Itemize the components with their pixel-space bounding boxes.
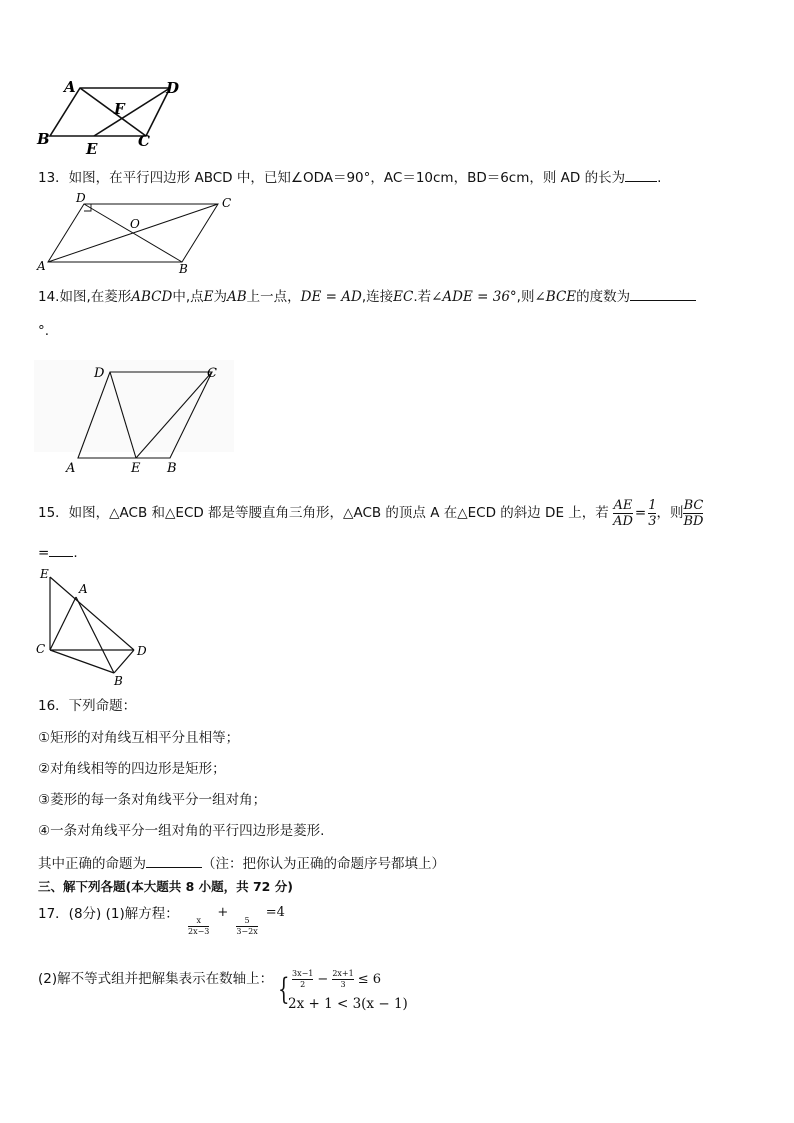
q14-angle: ∠ADE = 36° <box>431 289 517 305</box>
label-E: E <box>40 567 49 581</box>
frac-den: 2 <box>300 980 306 989</box>
label-D: D <box>166 79 180 97</box>
q14-mid3: 上一点， <box>246 289 301 305</box>
q16-item-2: ②对角线相等的四边形是矩形； <box>38 761 226 777</box>
frac-num: 5 <box>244 916 250 925</box>
label-A: A <box>37 259 46 273</box>
label-C: C <box>36 642 46 656</box>
q15-answer <box>38 542 78 562</box>
q15-answer-prefix: = <box>38 545 50 561</box>
q15-fraction-ae-ad <box>613 498 633 529</box>
q15-answer-tail: . <box>73 545 78 561</box>
label-D: D <box>94 366 105 381</box>
label-A: A <box>79 582 88 596</box>
q14-mid5: .若 <box>413 289 432 305</box>
q14-bce: ∠BCE <box>534 289 577 305</box>
q15-text <box>38 493 703 533</box>
frac-den: AD <box>613 513 633 529</box>
q14-mid2: 为 <box>213 289 227 305</box>
frac-den: BD <box>683 513 704 529</box>
frac-den: 3−2x <box>236 927 258 936</box>
q16-answer-blank[interactable] <box>146 853 202 868</box>
q16-answer-prefix: 其中正确的命题为 <box>38 856 146 872</box>
q16-title: 16．下列命题： <box>38 698 137 714</box>
label-D: D <box>137 644 147 658</box>
brace: { <box>278 972 290 1007</box>
eq-plus: + <box>217 905 229 920</box>
inequality-1 <box>292 969 381 990</box>
label-B: B <box>179 262 188 276</box>
q14-prefix: 14.如图,在菱形 <box>38 289 132 305</box>
frac-num: 3x−1 <box>292 969 314 978</box>
label-F: F <box>114 100 125 118</box>
inequality-2: 2x + 1 < 3(x − 1) <box>288 996 408 1012</box>
label-D: D <box>76 191 86 205</box>
frac-num: BC <box>683 497 704 513</box>
frac-num: AE <box>613 497 633 513</box>
label-E: E <box>131 461 141 476</box>
q17-head: 17．(8分) (1)解方程： <box>38 906 179 922</box>
q17-equation <box>188 906 285 937</box>
q15-then: ，则 <box>656 505 684 521</box>
q14-text <box>38 286 696 306</box>
section-3-heading: 三、解下列各题(本大题共 8 小题，共 72 分) <box>38 879 293 894</box>
q16-item-4: ④一条对角线平分一组对角的平行四边形是菱形. <box>38 823 325 839</box>
figure-q15 <box>34 565 164 689</box>
frac-num: x <box>196 916 201 925</box>
q14-mid6: ,则 <box>516 289 535 305</box>
label-E: E <box>86 140 98 158</box>
ineq-minus: − <box>317 972 329 987</box>
q17-part1 <box>38 905 179 923</box>
eq-rhs: =4 <box>265 905 285 920</box>
q16-item-3: ③菱形的每一条对角线平分一组对角； <box>38 792 267 808</box>
frac-den: 3 <box>340 980 346 989</box>
label-A: A <box>66 461 76 476</box>
label-B: B <box>37 130 50 148</box>
q14-mid7: 的度数为 <box>576 289 631 305</box>
q14-ab: AB <box>227 289 247 305</box>
q13-answer-blank[interactable] <box>625 167 657 182</box>
label-B: B <box>114 674 123 688</box>
label-C: C <box>207 366 217 381</box>
frac-num: 1 <box>648 497 657 513</box>
q16-answer-note: （注：把你认为正确的命题序号都填上） <box>202 856 445 872</box>
q15-answer-blank[interactable] <box>49 542 73 557</box>
q14-de-ad: DE = AD <box>300 289 362 305</box>
frac-den: 2x−3 <box>188 927 210 936</box>
label-O: O <box>130 217 140 231</box>
q16-answer <box>38 853 445 873</box>
figure-q14 <box>34 360 234 482</box>
frac-num: 2x+1 <box>332 969 354 978</box>
q15-fraction-bc-bd <box>683 498 703 529</box>
q13-statement: 13．如图，在平行四边形 ABCD 中，已知∠ODA＝90°，AC＝10cm，BD＝6cm，则 AD 的长为 <box>38 170 626 186</box>
label-B: B <box>167 461 177 476</box>
q15-statement: 15．如图，△ACB 和△ECD 都是等腰直角三角形，△ACB 的顶点 A 在△ECD 的斜边 DE 上，若 <box>38 505 609 521</box>
frac-den: 3 <box>648 513 657 529</box>
q15-eq: = <box>634 505 647 521</box>
q13-text <box>38 167 661 187</box>
figure-q12 <box>34 76 184 158</box>
q17-part2: (2)解不等式组并把解集表示在数轴上： <box>38 971 274 987</box>
label-C: C <box>222 196 232 210</box>
label-A: A <box>64 78 76 96</box>
q16-item-1: ①矩形的对角线互相平分且相等； <box>38 730 240 746</box>
q14-answer-blank[interactable] <box>630 286 696 301</box>
q14-degree: °. <box>38 323 50 339</box>
ineq-rhs: ≤ 6 <box>357 972 382 987</box>
q14-e: E <box>203 289 214 305</box>
eq-frac-1 <box>188 916 209 937</box>
label-C: C <box>138 132 150 150</box>
q14-mid1: 中,点 <box>172 289 204 305</box>
q14-mid4: ,连接 <box>361 289 394 305</box>
figure-q13 <box>34 190 244 276</box>
q14-abcd: ABCD <box>131 289 173 305</box>
q14-ec: EC <box>393 289 414 305</box>
eq-frac-2 <box>236 916 257 937</box>
q13-tail: . <box>657 170 662 186</box>
